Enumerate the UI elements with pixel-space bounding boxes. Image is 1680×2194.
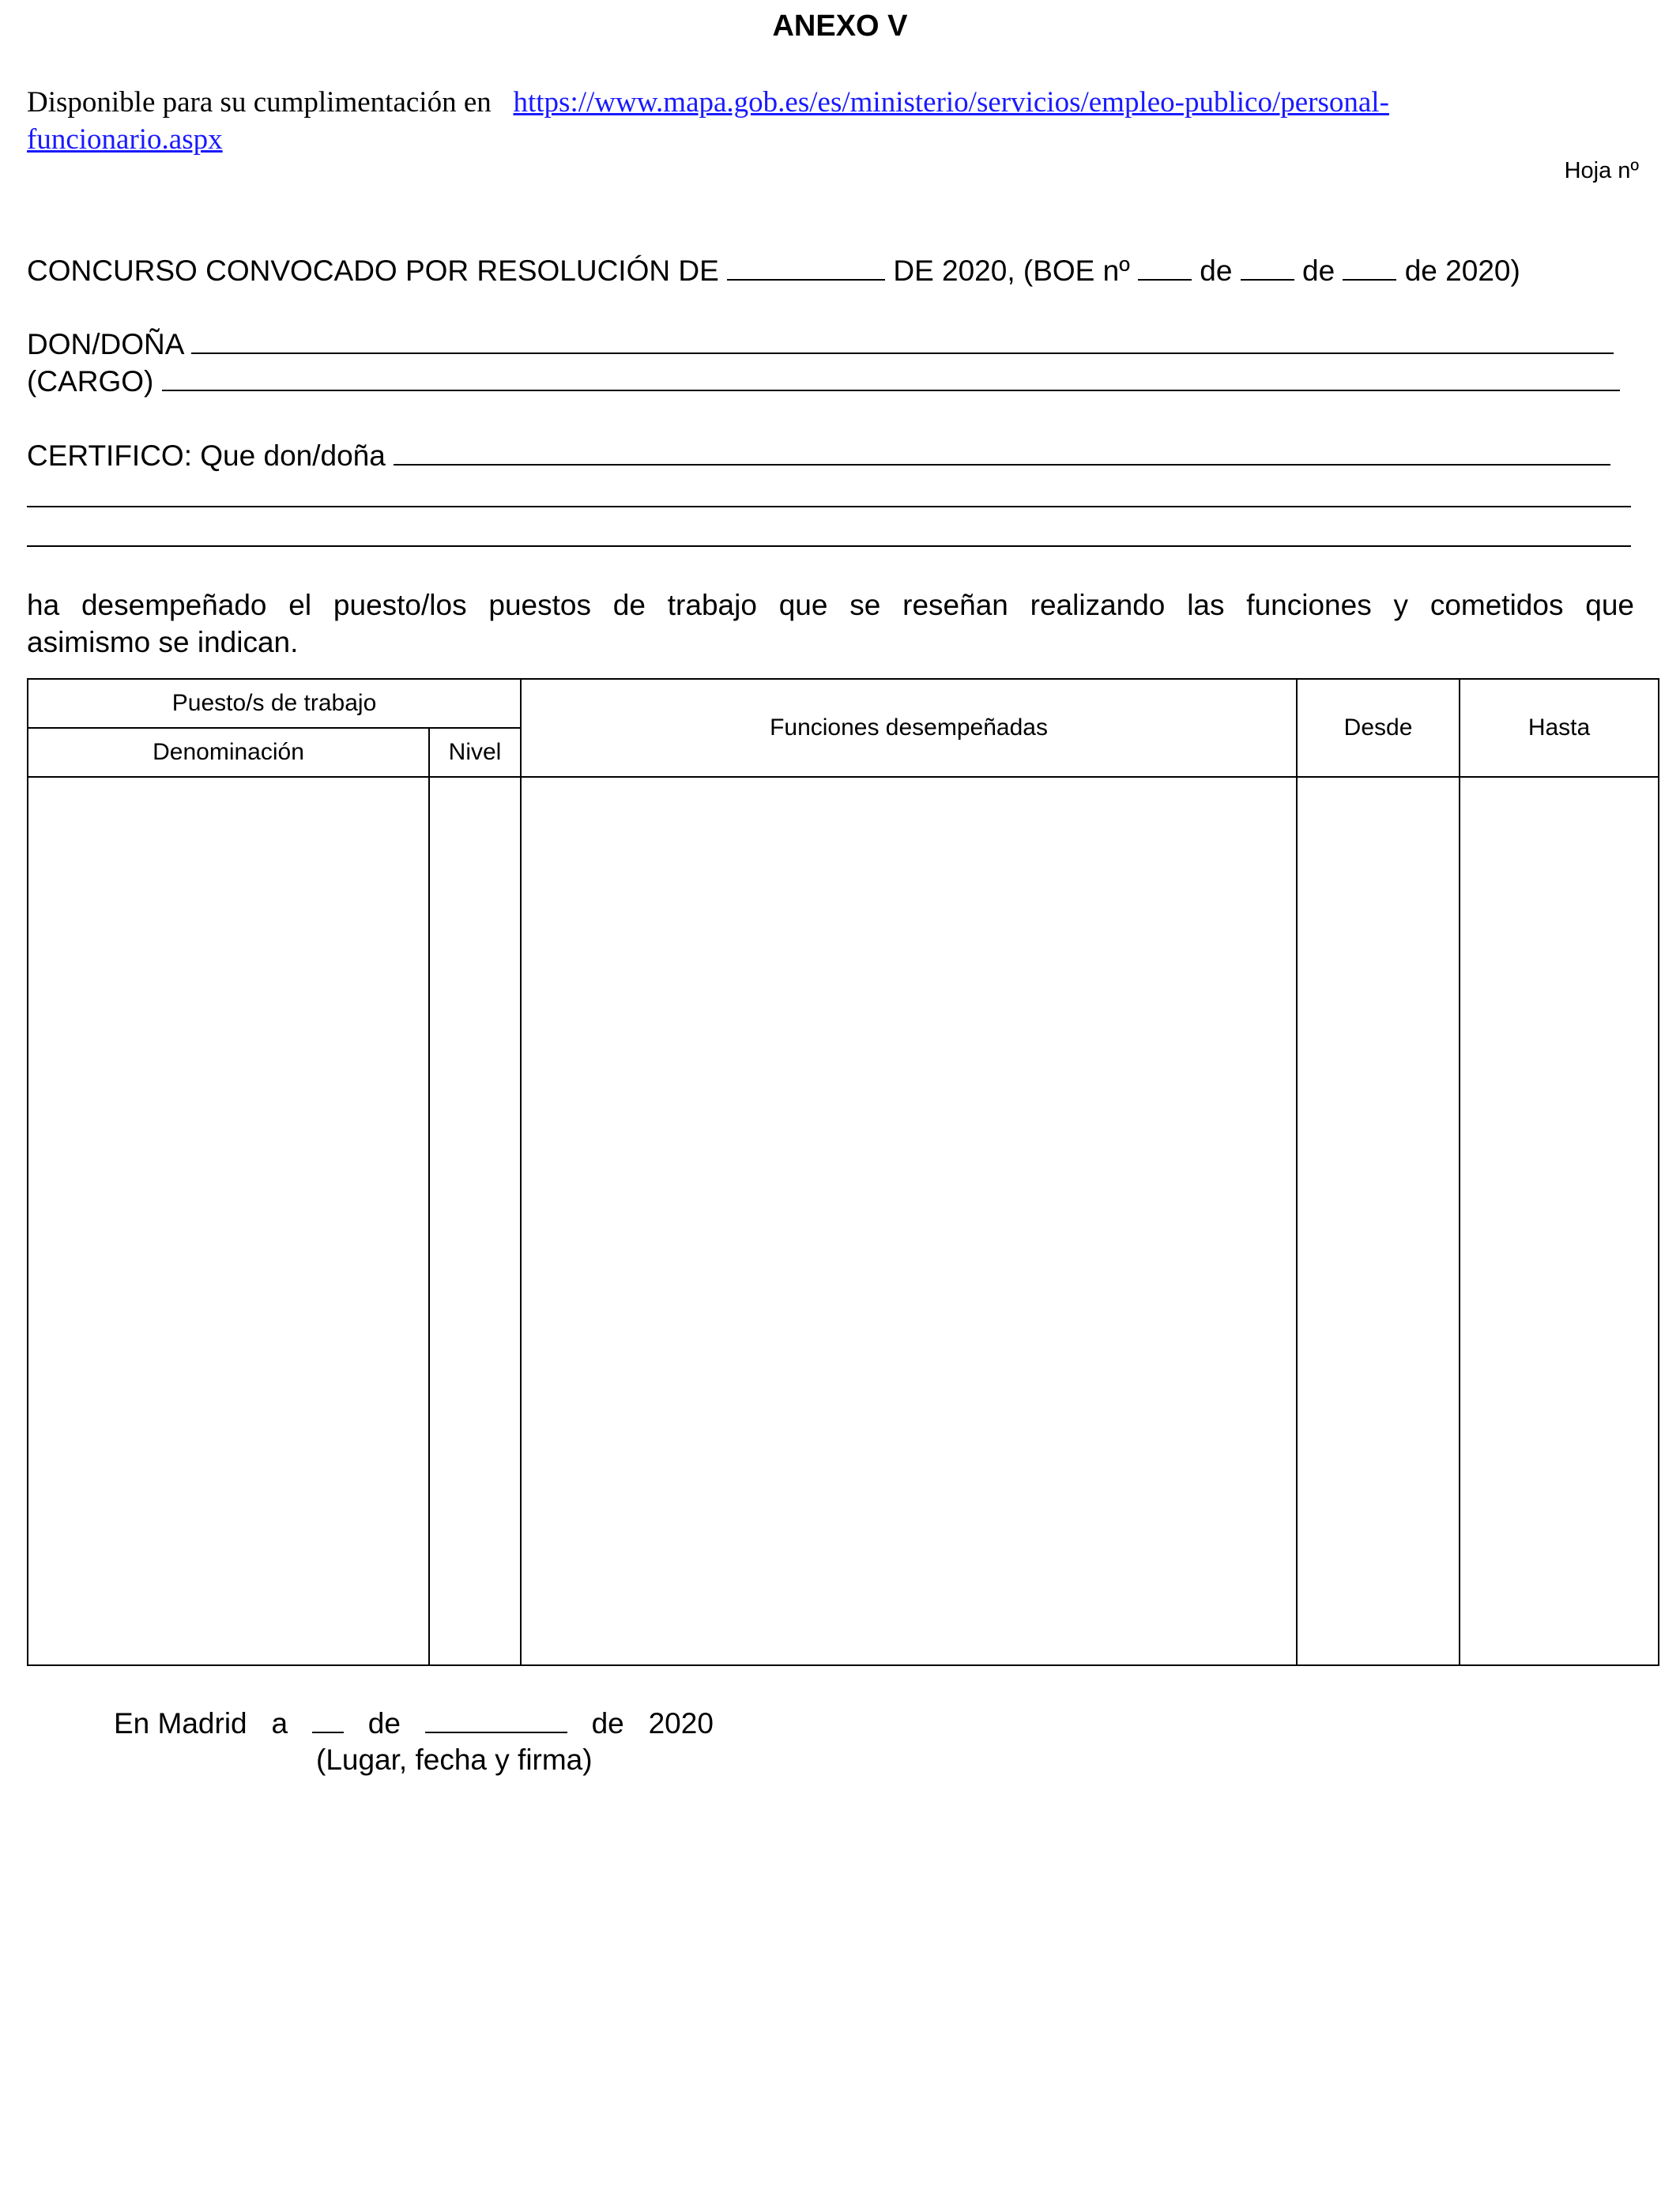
header-funciones: Funciones desempeñadas: [521, 679, 1297, 777]
don-label: DON/DOÑA: [27, 328, 183, 360]
form-url-link[interactable]: https://www.mapa.gob.es/es/ministerio/servicios/empleo-publico/personal-: [513, 86, 1389, 119]
cargo-line: [27, 365, 1631, 398]
sheet-number-label: Hoja nº: [1564, 158, 1639, 183]
contest-de-1: de: [1200, 254, 1233, 287]
body-text-line-1: ha desempeñado el puesto/los puestos de trabajo que se reseñan realizando las funciones y cometidos que: [27, 589, 1634, 621]
table-row: [28, 777, 1659, 1665]
header-desde: Desde: [1297, 679, 1460, 777]
cargo-blank[interactable]: [162, 366, 1620, 391]
cell-funciones[interactable]: [521, 777, 1297, 1665]
signature-a: a: [271, 1707, 288, 1740]
signature-de-1: de: [367, 1707, 401, 1740]
cargo-label: (CARGO): [27, 365, 154, 398]
signature-de-2: de: [591, 1707, 624, 1740]
form-url-link-continued[interactable]: funcionario.aspx: [27, 123, 223, 156]
signature-year: 2020: [648, 1707, 714, 1740]
signature-place: En Madrid: [114, 1707, 247, 1740]
header-denominacion: Denominación: [28, 728, 429, 777]
boe-number-blank[interactable]: [1138, 255, 1192, 281]
certifico-blank-line-3[interactable]: [27, 545, 1631, 547]
table-header-row-1: [28, 679, 1659, 728]
boe-day-blank[interactable]: [1241, 255, 1294, 281]
resolution-date-blank[interactable]: [727, 255, 885, 281]
signature-month-blank[interactable]: [425, 1708, 567, 1733]
contest-line: [27, 254, 1520, 288]
boe-month-blank[interactable]: [1343, 255, 1396, 281]
cell-desde[interactable]: [1297, 777, 1460, 1665]
body-text-line-2: asimismo se indican.: [27, 626, 299, 658]
availability-prefix: Disponible para su cumplimentación en: [27, 86, 492, 119]
certifico-line: [27, 439, 1639, 473]
positions-table: [27, 678, 1659, 1666]
contest-suffix: de 2020): [1404, 254, 1520, 287]
contest-de-2: de: [1302, 254, 1335, 287]
certifico-blank-line-2[interactable]: [27, 506, 1631, 507]
document-title: ANEXO V: [772, 9, 908, 43]
header-hasta: Hasta: [1460, 679, 1659, 777]
certifico-label: CERTIFICO: Que don/doña: [27, 439, 386, 472]
cell-denominacion[interactable]: [28, 777, 429, 1665]
don-name-blank[interactable]: [191, 329, 1614, 354]
availability-text: [27, 85, 1389, 119]
cell-hasta[interactable]: [1460, 777, 1659, 1665]
contest-year-text: DE 2020, (BOE nº: [893, 254, 1130, 287]
don-line: [27, 328, 1631, 361]
header-puestos-de-trabajo: Puesto/s de trabajo: [28, 679, 521, 728]
signature-caption: (Lugar, fecha y firma): [316, 1744, 593, 1776]
cell-nivel[interactable]: [429, 777, 521, 1665]
signature-day-blank[interactable]: [312, 1708, 344, 1733]
certifico-name-blank[interactable]: [394, 440, 1610, 466]
contest-prefix: CONCURSO CONVOCADO POR RESOLUCIÓN DE: [27, 254, 719, 287]
signature-line: [114, 1707, 714, 1740]
header-nivel: Nivel: [429, 728, 521, 777]
